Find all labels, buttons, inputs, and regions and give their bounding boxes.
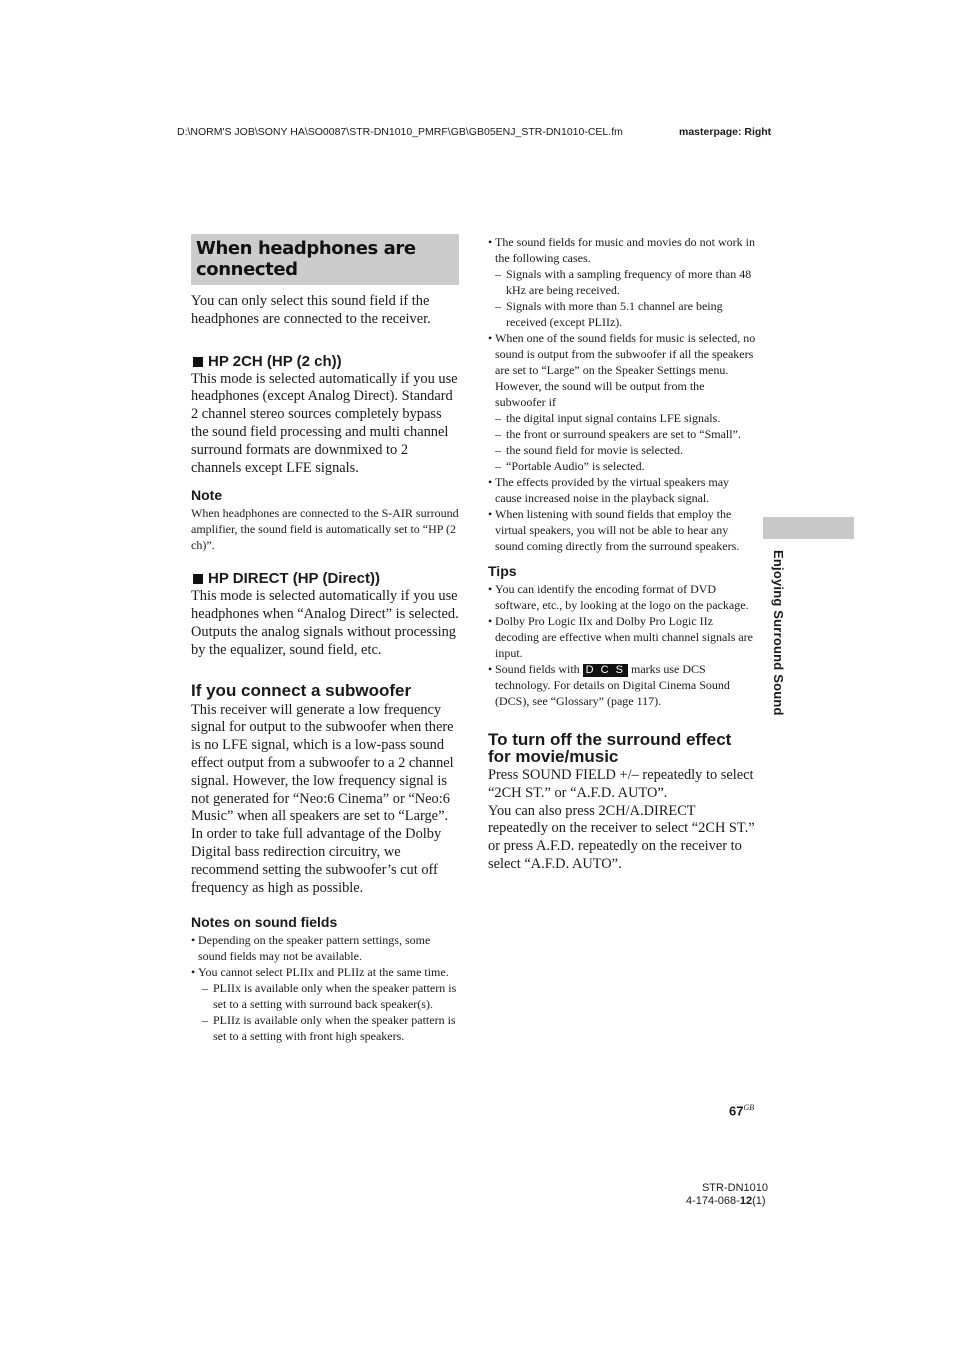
notes-heading: Notes on sound fields xyxy=(191,914,338,931)
sub-list-item: – “Portable Audio” is selected. xyxy=(495,458,756,474)
intro-text: You can only select this sound field if the headphones are connected to the receiver. xyxy=(191,293,431,327)
list-item: • Dolby Pro Logic IIx and Dolby Pro Logic IIz decoding are effective when multi channel signals are input. xyxy=(488,613,756,661)
list-item: • Depending on the speaker pattern settings, some sound fields may not be available. xyxy=(191,932,459,964)
sub-list-item: – the digital input signal contains LFE signals. xyxy=(495,410,756,426)
square-bullet-icon xyxy=(193,357,203,367)
header-file-path: D:\NORM'S JOB\SONY HA\SO0087\STR-DN1010_PMRF\GB\GB05ENJ_STR-DN1010-CEL.fm xyxy=(177,126,623,138)
sub-list-item: – Signals with a sampling frequency of more than 48 kHz are being received. xyxy=(495,266,756,298)
hp2ch-body: This mode is selected automatically if you use headphones (except Analog Direct). Standard 2 channel stereo sources completely bypass the sound field processing and multi channel surround formats are downmixed to 2 channels except LFE signals. xyxy=(191,370,458,476)
hpdirect-heading: HP DIRECT (HP (Direct)) xyxy=(191,570,459,588)
list-item: • When listening with sound fields that employ the virtual speakers, you will not be able to hear any sound coming directly from the surround speakers. xyxy=(488,506,756,554)
subwoofer-body: This receiver will generate a low frequency signal for output to the subwoofer when there is no LFE signal, which is a low-pass sound effect output from a subwoofer to a 2 channel signal. However, the low frequency signal is not generated for “Neo:6 Cinema” or “Neo:6 Music” when all speakers are set to “Large”. In order to take full advantage of the Dolby Digital bass redirection circuitry, we recommend setting the subwoofer’s cut off frequency as high as possible. xyxy=(191,701,454,896)
model-number: STR-DN1010 xyxy=(701,1182,768,1194)
document-code: 4-174-068-12(1) xyxy=(686,1194,766,1207)
right-column xyxy=(488,234,756,874)
note-body: When headphones are connected to the S-AIR surround amplifier, the sound field is automatically set to “HP (2 ch)”. xyxy=(191,506,459,553)
list-item: • You can identify the encoding format of DVD software, etc., by looking at the logo on the package. xyxy=(488,581,756,613)
square-bullet-icon xyxy=(193,574,203,584)
subwoofer-heading: If you connect a subwoofer xyxy=(191,680,412,700)
section-title-box xyxy=(191,234,459,285)
dcs-logo-icon: D C S xyxy=(583,664,628,677)
section-title-line2: connected xyxy=(196,259,298,280)
model-info xyxy=(686,1182,768,1207)
list-item: • Sound fields with D C S marks use DCS technology. For details on Digital Cinema Sound (DCS), see “Glossary” (page 117). xyxy=(488,661,756,709)
sub-list-item: – Signals with more than 5.1 channel are being received (except PLIIz). xyxy=(495,298,756,330)
header-masterpage: masterpage: Right xyxy=(679,126,772,138)
list-item: • When one of the sound fields for music is selected, no sound is output from the subwoofer if all the speakers are set to “Large” on the Speaker Settings menu. However, the sound will be output from the subwoofer if – the digital input signal contains LFE signals. – the front or surround speakers are set to “Small”. – the sound field for movie is selected. – “Portable Audio” is selected. xyxy=(488,330,756,474)
sub-list-item: – PLIIz is available only when the speaker pattern is set to a setting with front high speakers. xyxy=(202,1012,459,1044)
sub-list-item: – PLIIx is available only when the speaker pattern is set to a setting with surround back speaker(s). xyxy=(202,980,459,1012)
tips-list xyxy=(488,581,756,709)
turnoff-heading: To turn off the surround effect for movie/music xyxy=(488,730,732,766)
turnoff-body-1: Press SOUND FIELD +/– repeatedly to select “2CH ST.” or “A.F.D. AUTO”. xyxy=(488,767,754,801)
page-suffix: GB xyxy=(743,1103,755,1112)
note-heading: Note xyxy=(191,487,223,504)
list-item: • The effects provided by the virtual speakers may cause increased noise in the playback signal. xyxy=(488,474,756,506)
hpdirect-body: This mode is selected automatically if you use headphones when “Analog Direct” is selected. Outputs the analog signals without processing by the equalizer, sound field, etc. xyxy=(191,588,459,658)
section-title-line1: When headphones are xyxy=(196,238,416,259)
page-number: $67^{GB}$ xyxy=(729,1103,755,1119)
hp2ch-heading: HP 2CH (HP (2 ch)) xyxy=(191,353,459,371)
list-item: • You cannot select PLIIx and PLIIz at the same time. – PLIIx is available only when the speaker pattern is set to a setting with surround back speaker(s). – PLIIz is available only when the speaker pattern is set to a setting with front high speakers. xyxy=(191,964,459,1044)
turnoff-body-2: You can also press 2CH/A.DIRECT repeatedly on the receiver to select “2CH ST.” or press A.F.D. repeatedly on the receiver to select “A.F.D. AUTO”. xyxy=(488,802,755,872)
list-item: • The sound fields for music and movies do not work in the following cases. – Signals with a sampling frequency of more than 48 kHz are being received. – Signals with more than 5.1 channel are being received (except PLIIz). xyxy=(488,234,756,330)
side-section-label: Enjoying Surround Sound xyxy=(771,550,786,716)
sub-list-item: – the front or surround speakers are set to “Small”. xyxy=(495,426,756,442)
cautions-list xyxy=(488,234,756,554)
sub-list-item: – the sound field for movie is selected. xyxy=(495,442,756,458)
left-column xyxy=(191,234,459,1044)
side-tab-marker xyxy=(763,517,854,539)
tips-heading: Tips xyxy=(488,563,517,579)
notes-list xyxy=(191,932,459,1044)
